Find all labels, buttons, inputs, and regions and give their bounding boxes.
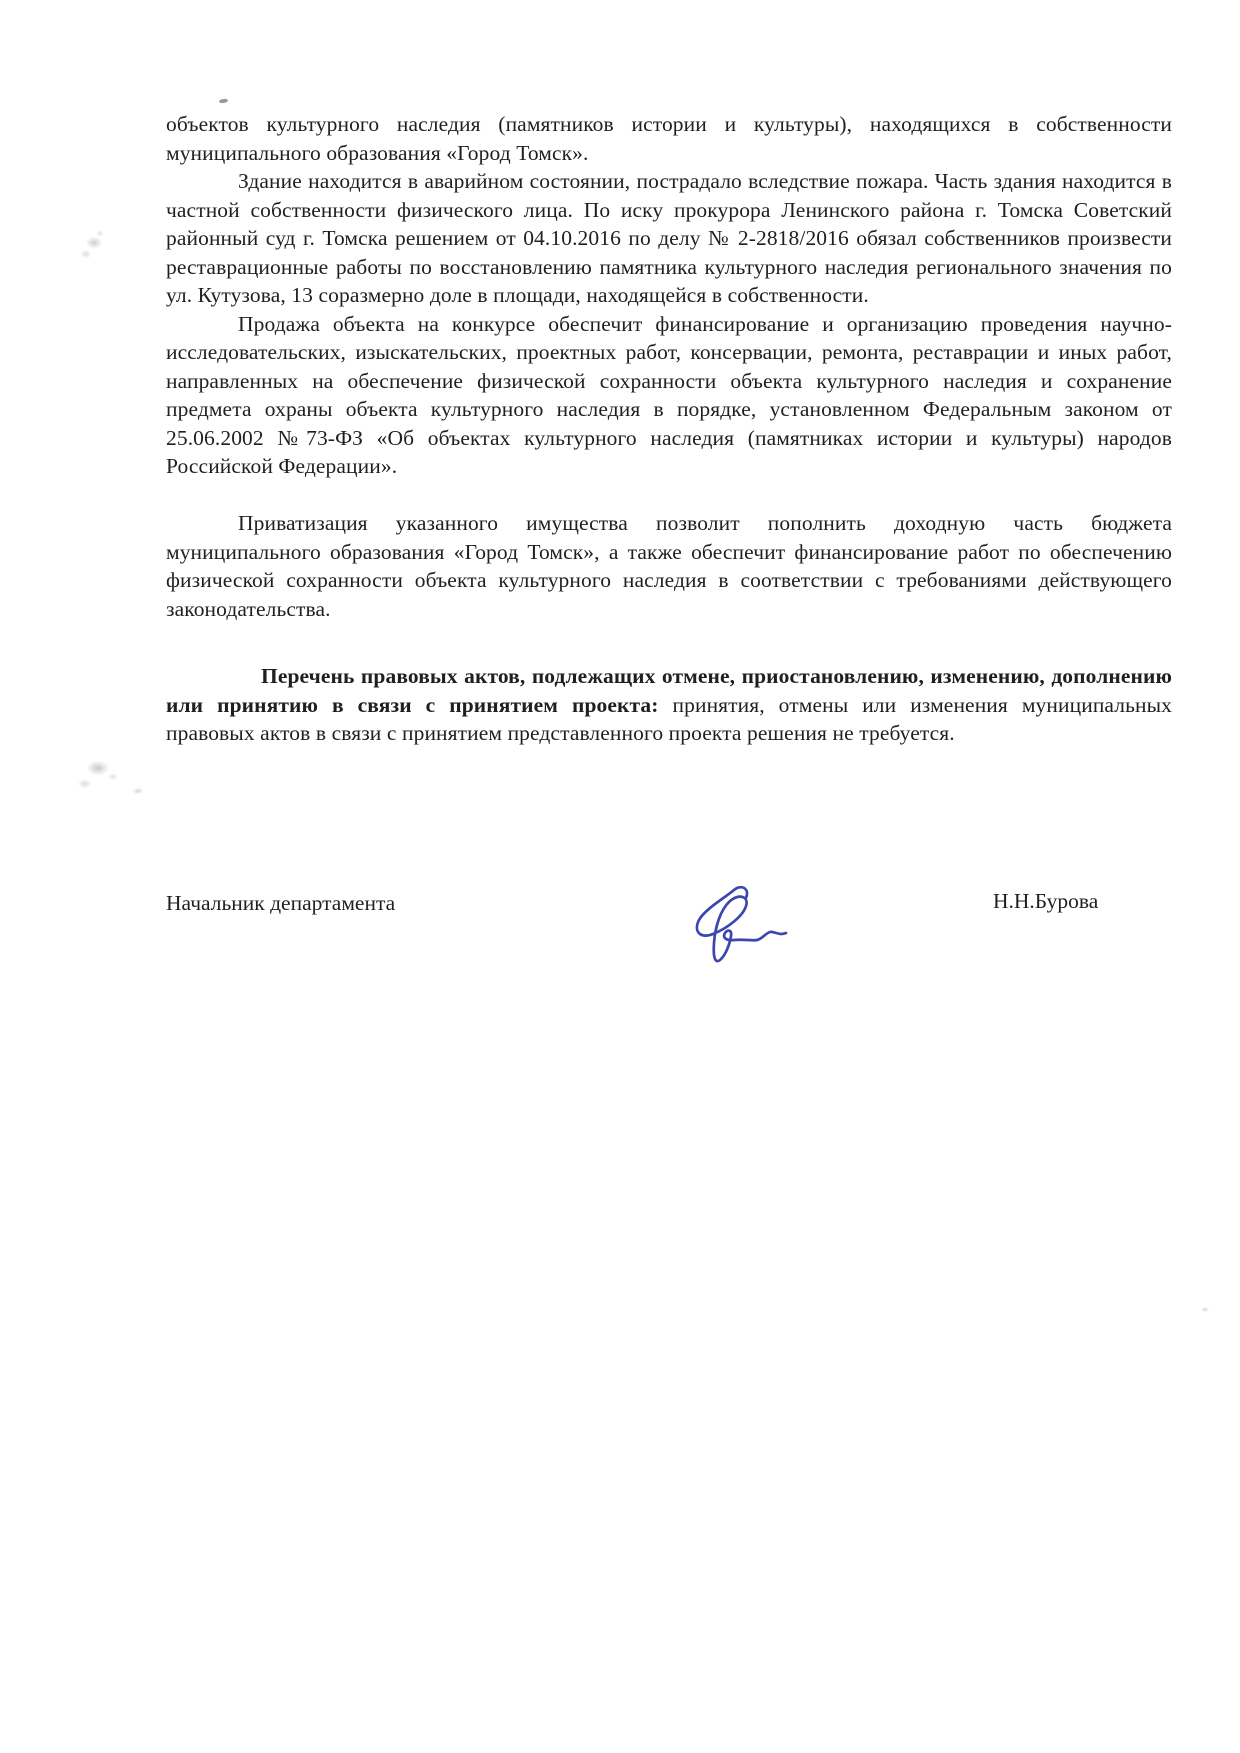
- signature-stroke: [697, 887, 786, 961]
- signer-position-title: Начальник департамента: [166, 891, 396, 915]
- legal-acts-body: принятия, отмены или изменения муниципальных правовых актов в связи с принятием представленного проекта решения не требуется.: [166, 692, 1172, 745]
- continuation-paragraph: объектов культурного наследия (памятников истории и культуры), находящихся в собственности муниципального образования «Город Томск».: [166, 112, 1172, 165]
- body-paragraph: Приватизация указанного имущества позволит пополнить доходную часть бюджета муниципального образования «Город Томск», а также обеспечит финансирование работ по обеспечению физической сохранности объекта культурного наследия в соответствии с требованиями действующего законодательства.: [166, 511, 1172, 621]
- scan-smudge: [72, 222, 112, 268]
- body-paragraph: Здание находится в аварийном состоянии, пострадало вследствие пожара. Часть здания находится в частной собственности физического лица. По иску прокурора Ленинского района г. Томска Советский районный суд г. Томска решением от 04.10.2016 по делу № 2-2818/2016 обязал собственников произвести реставрационные работы по восстановлению памятника культурного наследия регионального значения по ул. Кутузова, 13 соразмерно доле в площади, находящейся в собственности.: [166, 169, 1172, 307]
- scan-speck: [1198, 1305, 1212, 1314]
- body-paragraph: Продажа объекта на конкурсе обеспечит финансирование и организацию проведения научно-исследовательских, изыскательских, проектных работ, консервации, ремонта, реставрации и иных работ, направленных на обеспечение физической сохранности объекта культурного наследия и сохранение предмета охраны объекта культурного наследия в порядке, установленном Федеральным законом от 25.06.2002 №73-ФЗ «Об объектах культурного наследия (памятниках истории и культуры) народов Российской Федерации».: [166, 311, 1172, 478]
- document-body: [166, 110, 1172, 748]
- legal-acts-paragraph: [166, 662, 1172, 748]
- legal-acts-lead-bold: Перечень правовых актов, подлежащих отмене, приостановлению, изменению, дополнению или принятию в связи с принятием проекта:: [166, 664, 1172, 717]
- signer-name: Н.Н.Бурова: [993, 889, 1099, 913]
- scan-smudge: [126, 782, 150, 800]
- handwritten-signature-ink: [683, 860, 798, 975]
- scan-speck: [219, 98, 228, 103]
- scan-smudge: [68, 742, 128, 800]
